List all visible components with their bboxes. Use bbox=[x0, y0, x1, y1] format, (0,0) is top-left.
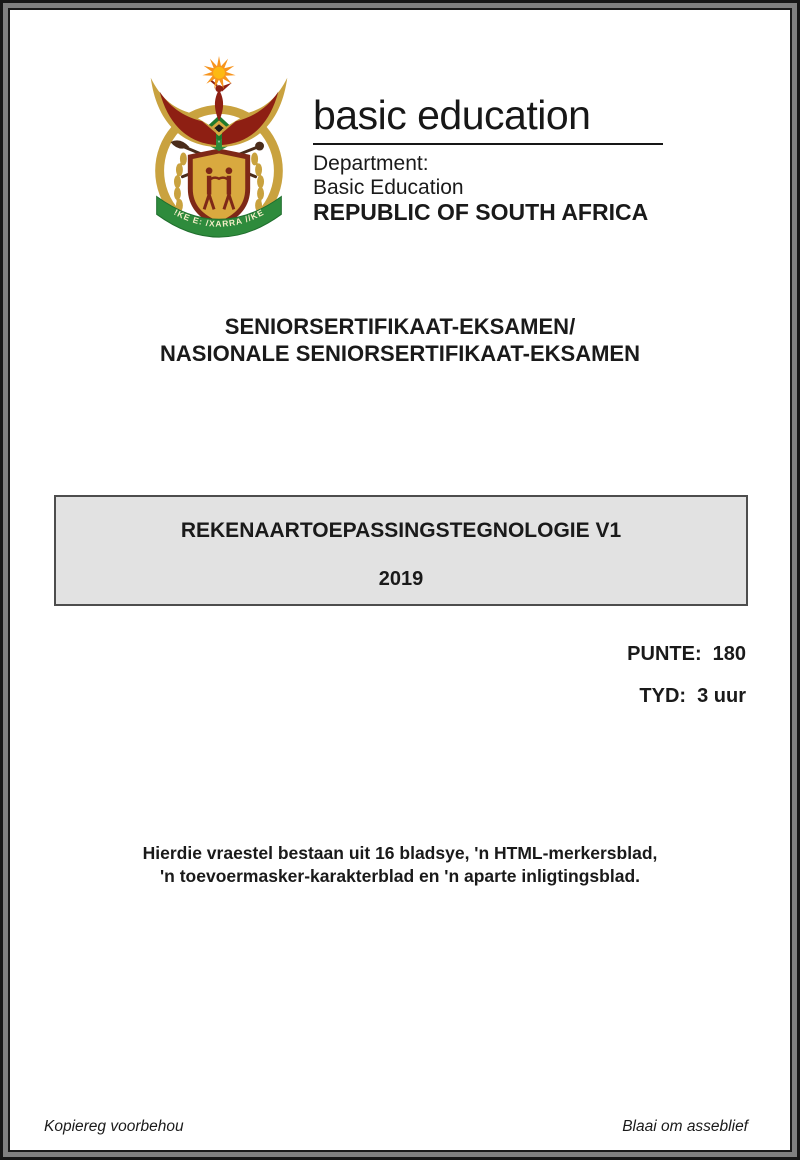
republic-line: REPUBLIC OF SOUTH AFRICA bbox=[313, 199, 649, 225]
time-row bbox=[639, 685, 746, 708]
coat-of-arms-logo bbox=[144, 56, 294, 244]
logo-motto-text: !KE E: /XARRA //KE bbox=[172, 206, 266, 229]
time-value: 3 uur bbox=[697, 685, 746, 707]
turn-over-text: Blaai om asseblief bbox=[622, 1118, 748, 1135]
copyright-text: Kopiereg voorbehou bbox=[44, 1118, 184, 1135]
sun-glyph bbox=[202, 56, 235, 89]
marks-value: 180 bbox=[712, 643, 746, 665]
brand-block bbox=[313, 92, 733, 225]
shield-glyph bbox=[190, 151, 247, 224]
paper-note bbox=[10, 842, 790, 888]
department-line: Basic Education bbox=[313, 176, 464, 199]
exam-title-line: SENIORSERTIFIKAAT-EKSAMEN/ bbox=[224, 314, 576, 339]
marks-label: PUNTE: bbox=[627, 643, 702, 665]
page-title bbox=[10, 313, 790, 367]
page-footer bbox=[44, 1118, 748, 1136]
subject-name: REKENAARTOEPASSINGSTEGNOLOGIE V1 bbox=[180, 519, 622, 542]
exam-year: 2019 bbox=[378, 568, 424, 590]
marks-row bbox=[627, 643, 746, 666]
wordmark-underline bbox=[313, 143, 663, 145]
note-line: 'n toevoermasker-karakterblad en 'n aparte inligtingsblad. bbox=[160, 866, 640, 886]
note-line: Hierdie vraestel bestaan uit 16 bladsye, 'n HTML-merkersblad, bbox=[142, 843, 658, 863]
department-line: Department: bbox=[313, 152, 429, 175]
subject-box bbox=[54, 495, 748, 606]
exam-title-line: NASIONALE SENIORSERTIFIKAAT-EKSAMEN bbox=[160, 341, 640, 366]
wordmark: basic education bbox=[313, 92, 591, 138]
time-label: TYD: bbox=[639, 685, 687, 707]
exam-cover-page bbox=[8, 8, 792, 1152]
